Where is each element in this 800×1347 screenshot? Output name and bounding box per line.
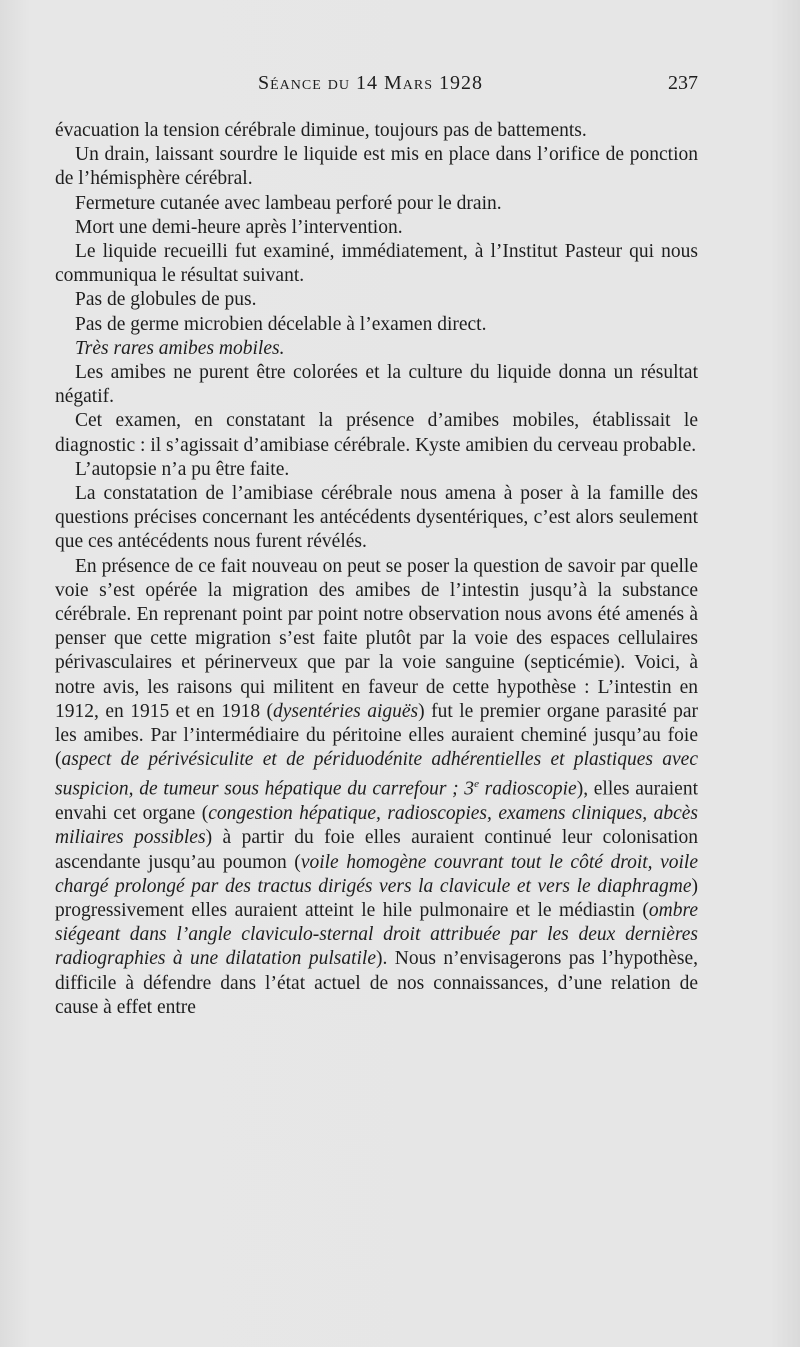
text-segment: Les amibes ne purent être colorées et la culture du liquide donna un résultat négatif. <box>55 362 698 408</box>
text-segment: L’autopsie n’a pu être faite. <box>75 458 290 480</box>
page-number: 237 <box>668 72 698 94</box>
paragraph <box>55 143 698 191</box>
paragraph <box>55 313 698 337</box>
text-segment: En présence de ce fait nouveau on peut se poser la question de savoir par quelle voie s’est opérée la migration des amibes de l’intestin jusqu’à la substance cérébrale. En reprenant point par point notre observation nous avons été amenés à penser que cette migration s’est faite plutôt par la voie des espaces cellulaires périvasculaires et périnerveux que par la voie sanguine (septicémie). Voici, à notre avis, les raisons qui militent en faveur de cette hypothèse : L’intestin en 1912, en 1915 et en 1918 ( <box>55 555 698 722</box>
paragraph <box>55 555 698 1020</box>
paragraph <box>55 216 698 240</box>
paragraph <box>55 482 698 555</box>
body-text <box>55 119 698 1020</box>
italic-text: ombre siégeant dans l’angle claviculo-sternal droit attribuée par les deux dernières radiographies à une dilatation pulsatile <box>55 900 698 970</box>
text-segment: La constatation de l’amibiase cérébrale nous amena à poser à la famille des questions précises concernant les antécédents dysentériques, c’est alors seulement que ces antécédents nous furent révélés. <box>55 483 698 553</box>
paragraph <box>55 361 698 409</box>
paragraph <box>55 409 698 457</box>
text-segment: Fermeture cutanée avec lambeau perforé pour le drain. <box>75 192 502 214</box>
text-segment: Cet examen, en constatant la présence d’amibes mobiles, établissait le diagnostic : il s’agissait d’amibiase cérébrale. Kyste amibien du cerveau probable. <box>55 410 698 456</box>
italic-text: dysentéries aiguës <box>273 700 419 722</box>
italic-text: Très rares amibes mobiles. <box>75 337 285 359</box>
paragraph <box>55 240 698 288</box>
text-segment: ) fut le premier organe parasité par les amibes. Par l’intermédiaire du péritoine elles auraient cheminé jusqu’au foie ( <box>55 700 699 771</box>
running-head: Séance du 14 Mars 1928 <box>258 72 484 94</box>
italic-text: voile homogène couvrant tout le côté droit, voile chargé prolongé par des tractus dirigés vers la clavicule et vers le diaphragme <box>55 851 698 897</box>
text-segment: Pas de germe microbien décelable à l’examen direct. <box>75 313 487 335</box>
text-segment: ) à partir du foie elles auraient continué leur colonisation ascendante jusqu’au poumon ( <box>55 827 698 873</box>
paragraph <box>55 458 698 482</box>
page-header <box>58 70 698 100</box>
text-segment: Pas de globules de pus. <box>75 289 257 311</box>
text-segment: ), elles auraient envahi cet organe ( <box>55 778 698 825</box>
paragraph <box>55 337 698 361</box>
text-segment: Mort une demi-heure après l’intervention. <box>75 216 403 238</box>
text-segment: Un drain, laissant sourdre le liquide est mis en place dans l’orifice de ponction de l’hémisphère cérébral. <box>55 144 698 190</box>
text-segment: ) progressivement elles auraient atteint le hile pulmonaire et le médiastin ( <box>55 875 698 921</box>
text-segment: évacuation la tension cérébrale diminue, toujours pas de battements. <box>55 120 587 141</box>
italic-text: congestion hépatique, radioscopies, examens cliniques, abcès miliaires possibles <box>55 803 698 849</box>
paragraph <box>55 192 698 216</box>
paragraph <box>55 288 698 312</box>
italic-text: radioscopie <box>478 778 577 800</box>
italic-text: aspect de périvésiculite et de périduodénite adhérentielles et plastiques avec suspicion, de tumeur sous hépatique du carrefour ; 3 <box>55 749 698 800</box>
text-segment: ). Nous n’envisagerons pas l’hypothèse, difficile à défendre dans l’état actuel de nos connaissances, d’une relation de cause à effet entre <box>55 948 699 1018</box>
paragraph <box>55 119 698 143</box>
text-segment: Le liquide recueilli fut examiné, immédiatement, à l’Institut Pasteur qui nous communiqua le résultat suivant. <box>55 241 698 287</box>
italic-text: e <box>474 778 479 791</box>
